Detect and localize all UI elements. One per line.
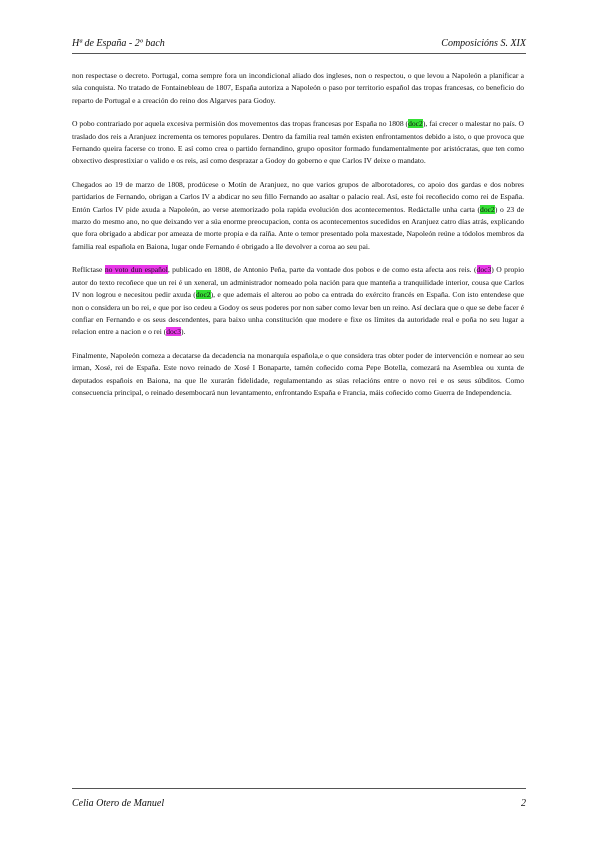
paragraph bbox=[72, 179, 524, 253]
paragraph bbox=[72, 118, 524, 168]
text-run: Finalmente, Napoleón comeza a decatarse da decadencia na monarquía española,e o que considera tras obter poder de intervención e nomear ao seu irman, Xosé, rei de España. Este novo reinado de Xosé I Bonaparte, tamén coñecido coma Pepe Botella, comezará na Asemblea ou xunta de deputados españois en Baiona, na que lle xurarán fidelidade, regulamentando as súas relacións entre o novo rei e os seus súbditos. Como consecuencia principal, o reinado desembocará nun levantamento, enfrontando España e Francia, máis coñecido como Guerra de Independencia. bbox=[72, 350, 524, 397]
text-run: ) o 23 de marzo do mesmo ano, no que deixando ver a súa enorme preocupacion, conta os acontecementos sucedidos en Aranjuez catro días atrás, explicando que fora obrigado a abdicar por ameaza de morte propia e da raíña. Ante o temor presentado pola maxestade, Napoleón reúne a tódolos membros da familia real española en Baiona, lugar onde Fernando é obrigado a lle devolver a coroa ao seu pai. bbox=[72, 204, 524, 251]
doc-reference-highlight: doc2 bbox=[480, 204, 495, 214]
page-header bbox=[72, 38, 526, 49]
paragraph bbox=[72, 264, 524, 338]
text-run: ) O propio autor do texto recoñece que un rei é un xeneral, un administrador nomeado pola nación para que manteña a tranquilidade interior, cousa que Carlos IV non logrou e necesitou pedir axuda ( bbox=[72, 265, 525, 300]
doc-reference-highlight: doc2 bbox=[195, 290, 211, 300]
text-run: Chegados ao 19 de marzo de 1808, prodúcese o Motín de Aranjuez, no que varios grupos de alborotadores, co apoio dos gardas e dos nobres partidarios de Fernando, obrigan a Carlos IV a abdicar no seu fillo Fernando ao asaltar o palacio real. Así, este foi recoñecido como rei de España. Entón Carlos IV pide axuda a Napoleón, ao verse atemorizado pola rapida evolución dos acontecementos. Redáctalle unha carta ( bbox=[72, 179, 524, 214]
text-run: non respectase o decreto. Portugal, coma sempre fora un incondicional aliado dos ingleses, non o respectou, o que levou a Napoleón a planificar a súa conquista. No tratado de Fontainebleau de 1807, España autoriza a Napoleón o paso por territorio español das tropas francesas, co beneficio do reparto de Portugal e a creación do reino dos Algarves para Godoy. bbox=[72, 71, 524, 105]
source-highlight: no voto dun español bbox=[104, 265, 168, 275]
source-highlight: doc3 bbox=[166, 327, 182, 337]
text-run: , publicado en 1808, de Antonio Peña, parte da vontade dos pobos e de como esta afecta aos reis. ( bbox=[167, 265, 477, 275]
paragraph bbox=[72, 350, 524, 400]
page-footer bbox=[72, 798, 526, 809]
text-run: O pobo contrariado por aquela excesiva permisión dos movementos das tropas francesas por España no 1808 ( bbox=[72, 119, 409, 129]
header-divider bbox=[72, 53, 526, 54]
header-topic: Composicións S. XIX bbox=[441, 38, 526, 49]
text-run: ), e que ademais el alterou ao pobo ca entrada do exército francés en España. Con isto entendese que non o considera un bo rei, e que por iso cedeu a Godoy os seus poderes por non saber como levar ben un reino. Así declara que o que se debe facer é confiar en Fernando e os seus descendentes, para baixo unha constitución que modere e fixe os límites da autoridade real e poña no seu lugar a relacion entre a nacion e o rei ( bbox=[72, 290, 524, 337]
paragraph bbox=[72, 70, 524, 107]
footer-author: Celia Otero de Manuel bbox=[72, 798, 165, 809]
footer-divider bbox=[72, 788, 526, 789]
header-subject: Hª de España - 2º bach bbox=[72, 38, 165, 49]
document-body bbox=[72, 70, 524, 410]
doc-reference-highlight: doc2 bbox=[408, 119, 423, 129]
text-run: Reflíctase bbox=[72, 265, 105, 275]
text-run: ). bbox=[181, 327, 186, 337]
source-highlight: doc3 bbox=[476, 265, 492, 275]
text-run: ), fai crecer o malestar no país. O traslado dos reis a Aranjuez incrementa os temores populares. Dentro da familia real tamén existen enfrontamentos debido a isto, o que provoca que Fernando queira facerse co trono. E así como crea o partido fernandino, grupo opositor formado fundamentalmente por aristócratas, que ten como obxectivo desprestixiar o valido e os reis, así como desprazar a Godoy do goberno e que Carlos IV deixe o mandato. bbox=[72, 119, 524, 166]
page-number: 2 bbox=[521, 798, 526, 809]
